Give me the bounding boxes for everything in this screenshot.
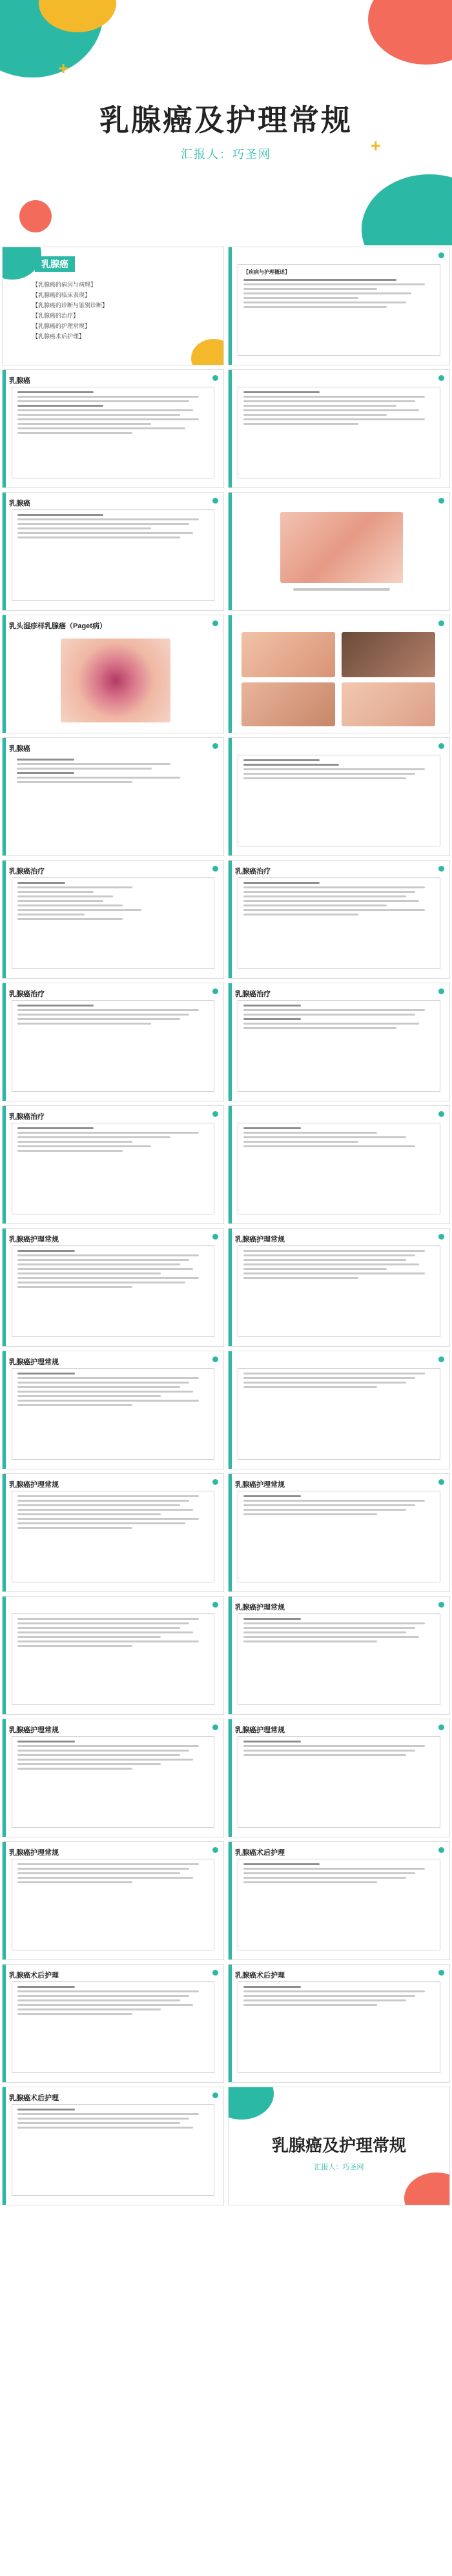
slide-tag: 乳腺癌护理常规 [9,1236,59,1243]
slide-tag: 乳腺癌护理常规 [235,1726,285,1734]
content-slide [2,1719,224,1837]
plus-icon: + [370,136,381,156]
clinical-photo [280,512,403,583]
closing-slide [228,2087,450,2205]
content-slide [2,492,224,611]
content-slide [228,1228,450,1347]
paget-title: 乳头湿疹样乳腺癌（Paget病） [9,622,107,630]
image-slide [228,492,450,611]
clinical-photo [241,632,335,677]
slide-tag: 乳腺癌术后护理 [235,1972,285,1979]
closing-title: 乳腺癌及护理常规 [271,2136,406,2156]
slide-tag: 乳腺癌治疗 [235,868,271,875]
slide-grid [0,247,452,2209]
content-slide [228,1473,450,1592]
toc-item: 【乳腺癌的临床表现】 [32,292,91,298]
accent-dot [438,252,444,258]
content-slide [228,369,450,488]
slide-tag: 乳腺癌护理常规 [9,1358,59,1366]
content-slide [228,1841,450,1960]
paget-photo [61,639,170,722]
content-slide [2,1351,224,1469]
content-slide [2,2087,224,2205]
content-slide [228,737,450,856]
content-slide [228,1719,450,1837]
toc-slide [2,247,224,365]
slide-tag: 乳腺癌护理常规 [9,1849,59,1857]
content-slide [2,1473,224,1592]
closing-subtitle: 汇报人：巧圣网 [314,2163,364,2171]
content-slide [2,1596,224,1715]
content-slide [228,983,450,1101]
cover-subtitle: 汇报人：巧圣网 [181,148,271,161]
image-slide [228,615,450,733]
toc-blob-yellow [191,339,224,365]
clinical-photo-caption [293,588,390,591]
slide-tag: 乳腺癌治疗 [9,990,45,998]
cover-slide [0,0,452,245]
slide-tag: 乳腺癌护理常规 [235,1236,285,1243]
cover-blob-coral [368,0,452,65]
content-slide [228,1351,450,1469]
cover-blob-coral-bottom [19,200,52,232]
cover-title: 乳腺癌及护理常规 [99,103,353,138]
slide-tag: 乳腺癌护理常规 [235,1604,285,1611]
clinical-photo [342,682,435,726]
content-slide [228,860,450,979]
slide-tag: 乳腺癌护理常规 [235,1481,285,1489]
content-slide [2,1964,224,2083]
slide-tag: 乳腺癌 [9,500,30,507]
content-slide [2,860,224,979]
slide-tag: 乳腺癌 [9,377,30,385]
toc-item: 【乳腺癌术后护理】 [32,333,85,340]
toc-heading: 乳腺癌 [35,256,75,272]
slide-tag: 乳腺癌术后护理 [9,2094,59,2102]
content-slide [2,737,224,856]
toc-item: 【乳腺癌的病因与病理】 [32,281,97,288]
slide-tag: 乳腺癌护理常规 [9,1726,59,1734]
closing-blob-coral [404,2172,450,2205]
text-box [238,264,440,356]
slide-tag: 乳腺癌术后护理 [235,1849,285,1857]
content-slide [2,1105,224,1224]
toc-list [22,278,108,340]
slide-tag: 乳腺癌术后护理 [9,1972,59,1979]
toc-item: 【乳腺癌的诊断与鉴别诊断】 [32,302,108,309]
slide-tag: 乳腺癌治疗 [9,1113,45,1121]
cover-blob-teal-right [362,174,452,245]
closing-blob-teal [228,2087,274,2120]
overview-slide [228,247,450,365]
plus-icon: + [58,58,69,78]
content-slide [2,1228,224,1347]
clinical-photo [342,632,435,677]
content-slide [2,983,224,1101]
content-slide [228,1105,450,1224]
paget-slide [2,615,224,733]
slide-tag: 乳腺癌护理常规 [9,1481,59,1489]
content-slide [228,1596,450,1715]
toc-item: 【乳腺癌的治疗】 [32,312,79,319]
accent-bar [229,247,232,365]
clinical-photo [241,682,335,726]
slide-tag: 乳腺癌 [9,745,30,753]
slide-tag: 乳腺癌治疗 [9,868,45,875]
content-slide [228,1964,450,2083]
content-slide [2,369,224,488]
content-slide [2,1841,224,1960]
toc-item: 【乳腺癌的护理常规】 [32,323,91,329]
overview-label: 【疾病与护理概述】 [243,269,290,275]
slide-tag: 乳腺癌治疗 [235,990,271,998]
